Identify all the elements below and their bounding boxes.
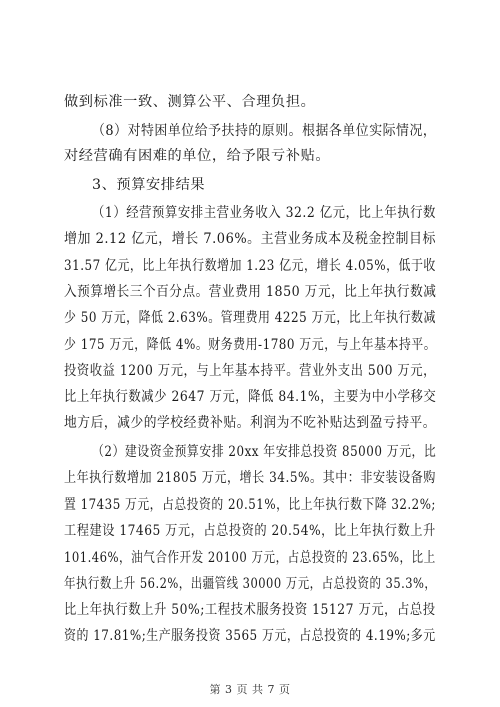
text-line: 比上年执行数减少 2647 万元，降低 84.1%，主要为中小学移交 xyxy=(64,389,437,405)
text-line: 投资收益 1200 万元，与上年基本持平。营业外支出 500 万元， xyxy=(64,363,436,379)
text-line: 地方后，减少的学校经费补贴。利润为不吃补贴达到盈亏持平。 xyxy=(64,415,437,431)
text-line: 资的 17.81%;生产服务投资 3565 万元，占总投资的 4.19%;多元 xyxy=(64,628,436,644)
text-line: 入预算增长三个百分点。营业费用 1850 万元，比上年执行数减 xyxy=(64,284,437,300)
text-line: （1）经营预算安排主营业务收入 32.2 亿元，比上年执行数 xyxy=(92,205,436,221)
section-heading: 3、预算安排结果 xyxy=(92,177,206,193)
text-line: 比上年执行数上升 50%;工程技术服务投资 15127 万元，占总投 xyxy=(64,602,436,618)
text-line: 对经营确有困难的单位，给予限亏补贴。 xyxy=(64,148,331,164)
text-line: 上年执行数增加 21805 万元，增长 34.5%。其中：非安装设备购 xyxy=(64,470,436,486)
text-line: （8）对特困单位给予扶持的原则。根据各单位实际情况， xyxy=(92,123,437,139)
text-line: 增加 2.12 亿元，增长 7.06%。主营业务成本及税金控制目标 xyxy=(64,231,436,247)
text-line: 101.46%，油气合作开发 20100 万元，占总投资的 23.65%，比上 xyxy=(64,550,436,566)
text-line: （2）建设资金预算安排 20xx 年安排总投资 85000 万元，比 xyxy=(92,444,437,460)
text-line: 置 17435 万元，占总投资的 20.51%，比上年执行数下降 32.2%; xyxy=(64,497,436,513)
text-line: 31.57 亿元，比上年执行数增加 1.23 亿元，增长 4.05%，低于收 xyxy=(64,258,436,274)
text-line: 工程建设 17465 万元，占总投资的 20.54%，比上年执行数上升 xyxy=(64,523,436,539)
text-line: 少 50 万元，降低 2.63%。管理费用 4225 万元，比上年执行数减 xyxy=(64,310,436,326)
text-line: 少 175 万元，降低 4%。财务费用-1780 万元，与上年基本持平。 xyxy=(64,337,437,353)
text-line: 做到标准一致、测算公平、合理负担。 xyxy=(64,94,316,110)
text-line: 年执行数上升 56.2%，出疆管线 30000 万元，占总投资的 35.3%， xyxy=(64,576,437,592)
page-footer: 第 3 页 共 7 页 xyxy=(209,683,291,696)
